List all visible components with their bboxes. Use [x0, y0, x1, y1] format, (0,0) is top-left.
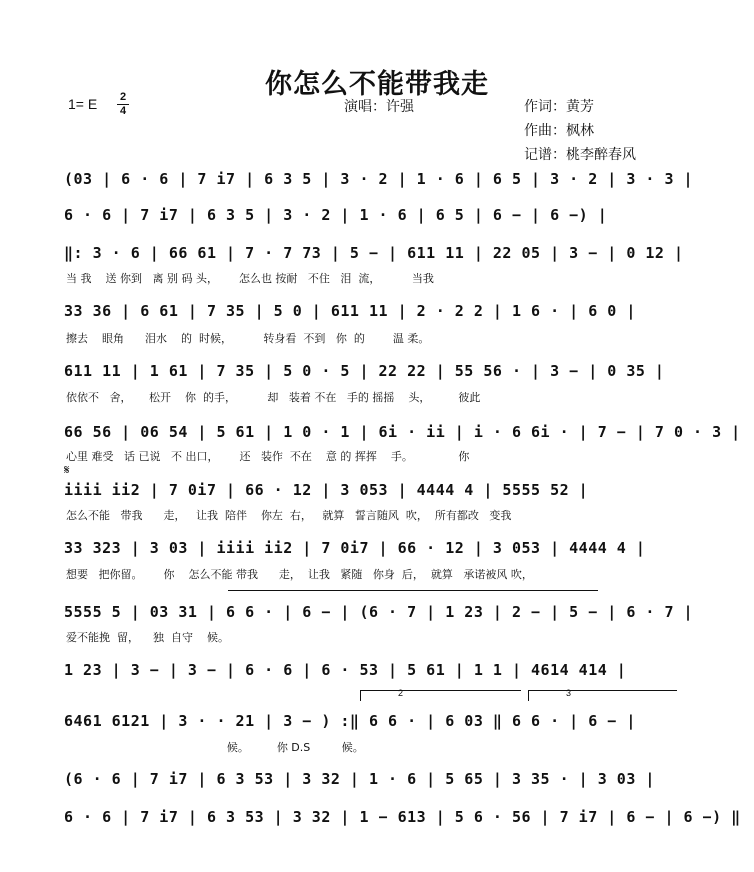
- volta-number-3: 3: [566, 688, 572, 698]
- lyric-row-3: 依依不 舍， 松开 你 的手， 却 装着 不在 手的 摇摇 头， 彼此: [66, 391, 481, 404]
- lyric-row-8: 候。 你 D.S 候。: [66, 741, 364, 754]
- staff-row-3: ‖: 3 · 6 | 66 61 | 7 · 7 73 | 5 − | 611 11 | 22 05 | 3 − | 0 12 |: [64, 244, 684, 262]
- staff-row-5: 611 11 | 1 61 | 7 35 | 5 0 · 5 | 22 22 | 55 56 · | 3 − | 0 35 |: [64, 362, 665, 380]
- segno-sign: 𝄋: [64, 463, 70, 478]
- meter-top: 2: [119, 91, 127, 103]
- lyricist-credit: 作词：黄芳: [524, 99, 594, 115]
- lyric-row-7: 爱不能挽 留， 独 自守 候。: [66, 631, 229, 644]
- staff-row-7: iiii ii2 | 7 0i7 | 66 · 12 | 3 053 | 4444 4 | 5555 52 |: [64, 481, 589, 499]
- staff-row-13: 6 · 6 | 7 i7 | 6 3 53 | 3 32 | 1 − 613 | 5 6 · 56 | 7 i7 | 6 − | 6 −) ‖: [64, 808, 741, 826]
- volta-bracket-3: [528, 690, 677, 701]
- staff-row-8: 33 323 | 3 03 | iiii ii2 | 7 0i7 | 66 · 12 | 3 053 | 4444 4 |: [64, 539, 646, 557]
- staff-row-11: 6461 6121 | 3 · · 21 | 3 − ) :‖ 6 6 · | 6 03 ‖ 6 6 · | 6 − |: [64, 712, 636, 730]
- lyric-row-5: 怎么不能 带我 走， 让我 陪伴 你左 右， 就算 誓言随风 吹， 所有都改 变我: [66, 509, 512, 522]
- staff-row-4: 33 36 | 6 61 | 7 35 | 5 0 | 611 11 | 2 · 2 2 | 1 6 · | 6 0 |: [64, 302, 636, 320]
- lyric-row-4: 心里 难受 话 已说 不 出口， 还 装作 不在 意 的 挥挥 手。 你: [66, 450, 470, 463]
- staff-row-12: (6 · 6 | 7 i7 | 6 3 53 | 3 32 | 1 · 6 | 5 65 | 3 35 · | 3 03 |: [64, 770, 655, 788]
- transcriber-credit: 记谱：桃李醉春风: [524, 147, 636, 163]
- volta-number-2: 2: [398, 688, 404, 698]
- staff-row-6: 66 56 | 06 54 | 5 61 | 1 0 · 1 | 6i · ii | i · 6 6i · | 7 − | 7 0 · 3 |: [64, 423, 741, 441]
- lyric-row-6: 想要 把你留。 你 怎么不能 带我 走， 让我 紧随 你身 后， 就算 承诺被风 吹，: [66, 568, 533, 581]
- staff-row-1: (03 | 6 · 6 | 7 i7 | 6 3 5 | 3 · 2 | 1 · 6 | 6 5 | 3 · 2 | 3 · 3 |: [64, 170, 694, 188]
- staff-row-10: 1 23 | 3 − | 3 − | 6 · 6 | 6 · 53 | 5 61 | 1 1 | 4614 414 |: [64, 661, 627, 679]
- key-signature: 1= E: [68, 96, 98, 112]
- composer-credit: 作曲：枫林: [524, 123, 594, 139]
- time-signature: [117, 92, 129, 117]
- phrase-line: [228, 590, 598, 591]
- meter-bottom: 4: [119, 105, 127, 117]
- lyric-row-1: 当 我 送 你到 离 别 码 头， 怎么也 按耐 不住 泪 流， 当我: [66, 272, 434, 285]
- lyric-row-2: 擦去 眼角 泪水 的 时候， 转身看 不到 你 的 温 柔。: [66, 332, 430, 345]
- singer-credit: 演唱：许强: [344, 99, 414, 115]
- song-title: 你怎么不能带我走: [265, 69, 489, 100]
- volta-bracket-2: [360, 690, 521, 701]
- staff-row-9: 5555 5 | 03 31 | 6 6 · | 6 − | (6 · 7 | 1 23 | 2 − | 5 − | 6 · 7 |: [64, 603, 694, 621]
- staff-row-2: 6 · 6 | 7 i7 | 6 3 5 | 3 · 2 | 1 · 6 | 6 5 | 6 − | 6 −) |: [64, 206, 608, 224]
